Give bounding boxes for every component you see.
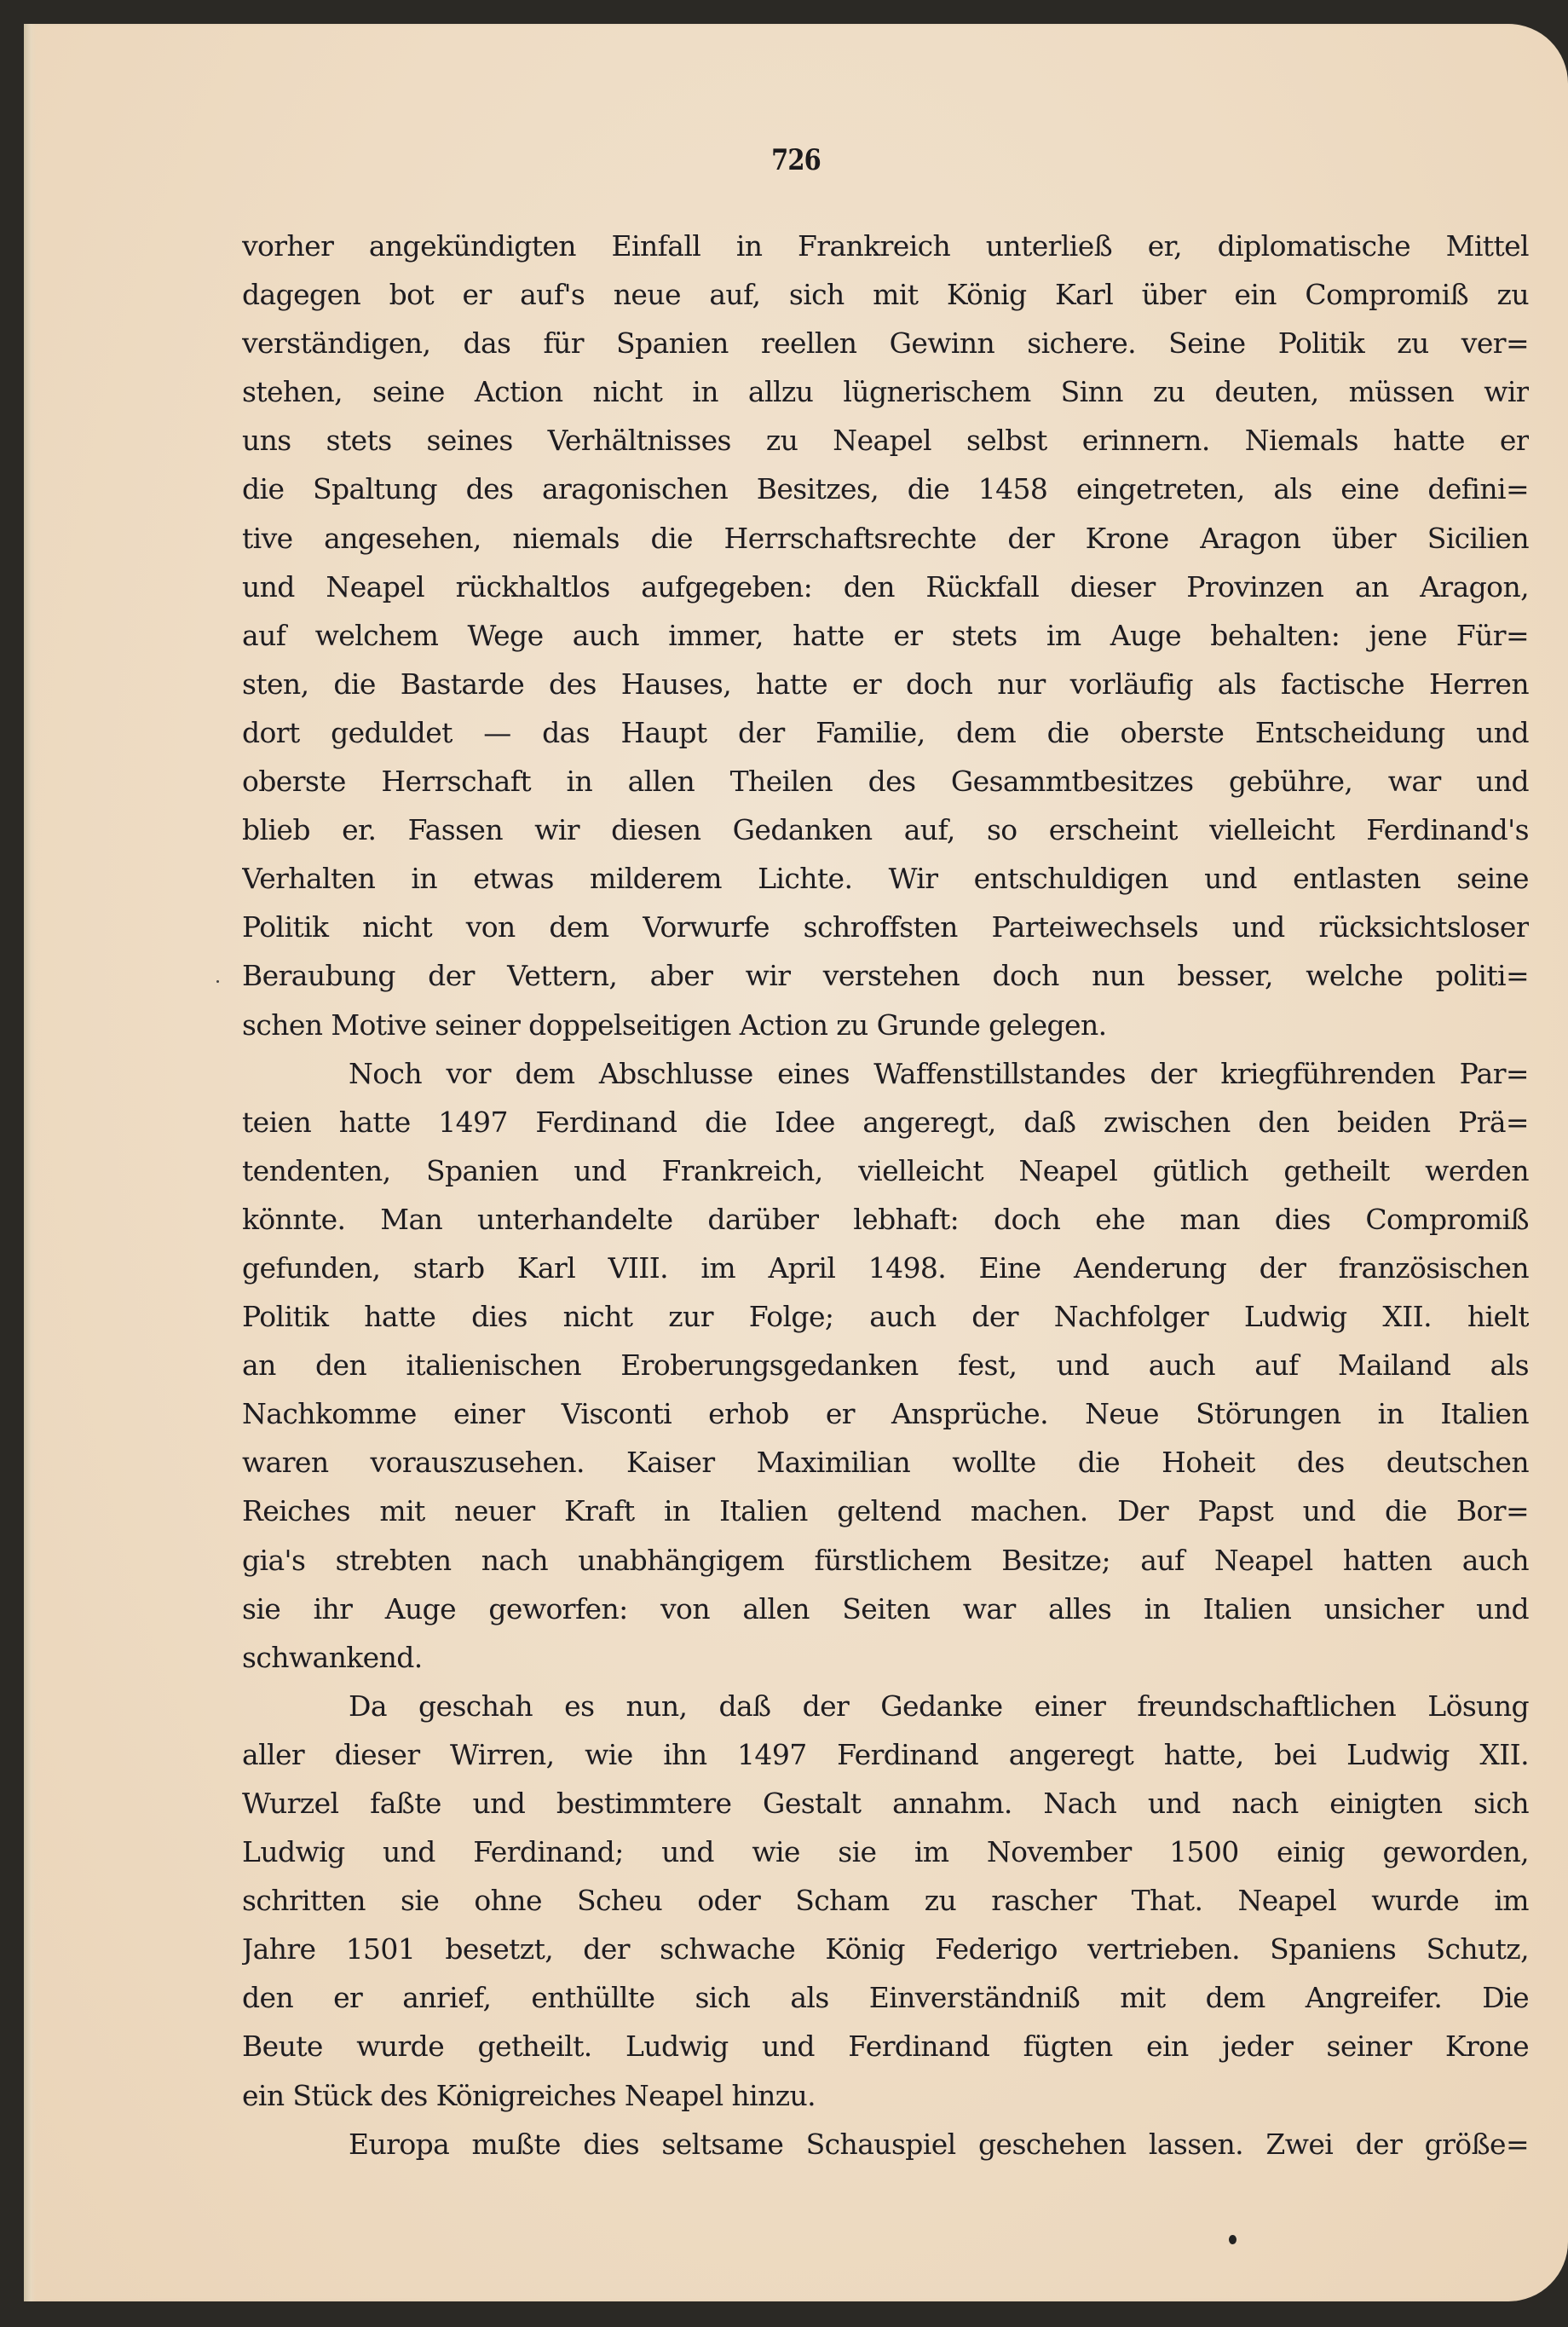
text-line: dagegen bot er auf's neue auf, sich mit König Karl über ein Compromiß zu — [242, 278, 1529, 312]
text-line: Politik hatte dies nicht zur Folge; auch der Nachfolger Ludwig XII. hielt — [242, 1300, 1529, 1334]
text-line: ein Stück des Königreiches Neapel hinzu. — [242, 2078, 816, 2112]
paragraph — [242, 1049, 1529, 1682]
text-line: dort geduldet — das Haupt der Familie, dem die oberste Entscheidung und — [242, 715, 1529, 749]
text-line: vorher angekündigten Einfall in Frankreich unterließ er, diplomatische Mittel — [242, 229, 1529, 263]
text-line: Beraubung der Vettern, aber wir verstehen doch nun besser, welche politi= — [242, 959, 1529, 993]
text-line: die Spaltung des aragonischen Besitzes, die 1458 eingetreten, als eine defini= — [242, 472, 1529, 506]
text-line: Da geschah es nun, daß der Gedanke einer freundschaftlichen Lösung — [349, 1689, 1529, 1723]
body-text — [242, 222, 1529, 2168]
text-line: Beute wurde getheilt. Ludwig und Ferdinand fügten ein jeder seiner Krone — [242, 2030, 1529, 2064]
paragraph — [242, 1682, 1529, 2120]
text-line: Wurzel faßte und bestimmtere Gestalt annahm. Nach und nach einigten sich — [242, 1787, 1529, 1820]
text-line: sie ihr Auge geworfen: von allen Seiten war alles in Italien unsicher und — [242, 1591, 1529, 1625]
text-line: Europa mußte dies seltsame Schauspiel geschehen lassen. Zwei der größe= — [349, 2127, 1529, 2161]
text-line: stehen, seine Action nicht in allzu lügnerischem Sinn zu deuten, müssen wir — [242, 375, 1529, 409]
text-line: sten, die Bastarde des Hauses, hatte er doch nur vorläufig als factische Herren — [242, 667, 1529, 701]
text-line: schritten sie ohne Scheu oder Scham zu rascher That. Neapel wurde im — [242, 1884, 1529, 1918]
text-line: könnte. Man unterhandelte darüber lebhaft: doch ehe man dies Compromiß — [242, 1202, 1529, 1236]
margin-mark — [216, 980, 219, 983]
text-line: tendenten, Spanien und Frankreich, vielleicht Neapel gütlich getheilt werden — [242, 1153, 1529, 1187]
text-line: waren vorauszusehen. Kaiser Maximilian wollte die Hoheit des deutschen — [242, 1446, 1529, 1480]
text-line: gefunden, starb Karl VIII. im April 1498. Eine Aenderung der französischen — [242, 1250, 1529, 1285]
text-line: aller dieser Wirren, wie ihn 1497 Ferdinand angeregt hatte, bei Ludwig XII. — [242, 1737, 1529, 1771]
text-line: teien hatte 1497 Ferdinand die Idee angeregt, daß zwischen den beiden Prä= — [242, 1105, 1529, 1139]
text-line: Jahre 1501 besetzt, der schwache König Federigo vertrieben. Spaniens Schutz, — [242, 1932, 1529, 1966]
book-page — [24, 24, 1568, 2301]
text-line: schen Motive seiner doppelseitigen Action zu Grunde gelegen. — [242, 1008, 1107, 1042]
text-line: Nachkomme einer Visconti erhob er Ansprüche. Neue Störungen in Italien — [242, 1397, 1529, 1431]
text-line: oberste Herrschaft in allen Theilen des Gesammtbesitzes gebühre, war und — [242, 765, 1529, 799]
text-line: Noch vor dem Abschlusse eines Waffenstillstandes der kriegführenden Par= — [349, 1056, 1529, 1090]
text-line: schwankend. — [242, 1640, 423, 1674]
text-line: Reiches mit neuer Kraft in Italien geltend machen. Der Papst und die Bor= — [242, 1494, 1529, 1528]
text-line: an den italienischen Eroberungsgedanken fest, und auch auf Mailand als — [242, 1348, 1529, 1383]
paragraph — [242, 222, 1529, 1049]
text-line: uns stets seines Verhältnisses zu Neapel selbst erinnern. Niemals hatte er — [242, 424, 1529, 458]
text-line: blieb er. Fassen wir diesen Gedanken auf, so erscheint vielleicht Ferdinand's — [242, 813, 1529, 847]
ink-speck — [1229, 2235, 1237, 2244]
text-line: Politik nicht von dem Vorwurfe schroffsten Parteiwechsels und rücksichtsloser — [242, 910, 1529, 944]
text-line: Ludwig und Ferdinand; und wie sie im November 1500 einig geworden, — [242, 1835, 1529, 1869]
text-line: auf welchem Wege auch immer, hatte er stets im Auge behalten: jene Für= — [242, 618, 1529, 652]
text-line: verständigen, das für Spanien reellen Gewinn sichere. Seine Politik zu ver= — [242, 326, 1529, 361]
text-line: tive angesehen, niemals die Herrschaftsrechte der Krone Aragon über Sicilien — [242, 521, 1529, 555]
text-line: und Neapel rückhaltlos aufgegeben: den Rückfall dieser Provinzen an Aragon, — [242, 569, 1529, 603]
page-number: 726 — [771, 143, 821, 177]
text-line: Verhalten in etwas milderem Lichte. Wir entschuldigen und entlasten seine — [242, 862, 1529, 896]
text-line: den er anrief, enthüllte sich als Einverständniß mit dem Angreifer. Die — [242, 1981, 1529, 2015]
paragraph — [242, 2120, 1529, 2168]
text-line: gia's strebten nach unabhängigem fürstlichem Besitze; auf Neapel hatten auch — [242, 1543, 1529, 1577]
